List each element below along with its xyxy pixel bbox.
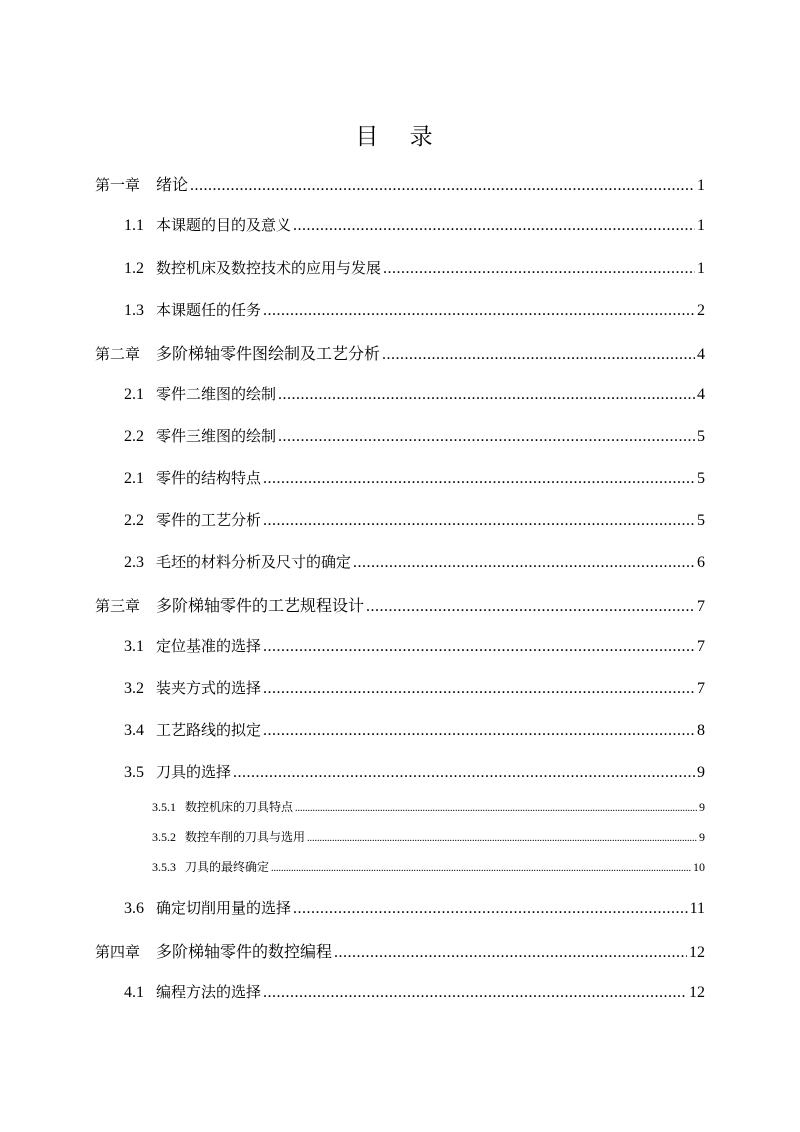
toc-entry-number: 4.1	[124, 984, 144, 1001]
toc-leader-dots	[278, 386, 695, 404]
toc-leader-dots	[263, 984, 687, 1002]
toc-leader-dots	[278, 428, 695, 446]
toc-entry-title: 多阶梯轴零件图绘制及工艺分析	[156, 344, 381, 363]
toc-entry-page: 2	[697, 302, 705, 319]
toc-leader-dots	[263, 512, 695, 530]
toc-entry-page: 11	[689, 900, 705, 917]
toc-leader-dots	[334, 944, 687, 962]
toc-entry-title: 编程方法的选择	[156, 983, 262, 1001]
toc-entry-title: 数控机床及数控技术的应用与发展	[156, 259, 382, 277]
toc-entry[interactable]	[152, 798, 705, 815]
toc-entry[interactable]	[95, 593, 705, 616]
toc-entry-title: 刀具的最终确定	[185, 860, 270, 874]
toc-entry-title: 多阶梯轴零件的数控编程	[156, 942, 333, 961]
toc-entry-title: 零件二维图的绘制	[156, 385, 277, 403]
toc-entry-page: 5	[697, 470, 705, 487]
toc-entry-title: 零件的工艺分析	[156, 511, 262, 529]
toc-entry-title: 装夹方式的选择	[156, 679, 262, 697]
toc-entry-page: 5	[697, 428, 705, 445]
toc-entry[interactable]	[95, 939, 705, 962]
toc-entry-title: 确定切削用量的选择	[156, 899, 292, 917]
toc-entry-number: 1.3	[124, 302, 144, 319]
toc-entry-page: 6	[697, 554, 705, 571]
toc-leader-dots	[366, 598, 695, 616]
toc-entry-number: 2.3	[124, 554, 144, 571]
toc-entry[interactable]	[124, 425, 705, 446]
toc-entry[interactable]	[95, 172, 705, 195]
toc-entry[interactable]	[124, 467, 705, 488]
toc-entry-number: 2.2	[124, 512, 144, 529]
toc-entry-title: 刀具的选择	[156, 763, 232, 781]
toc-entry-title: 毛坯的材料分析及尺寸的确定	[156, 553, 352, 571]
toc-entry-number: 3.1	[124, 638, 144, 655]
toc-entry-page: 7	[697, 598, 705, 615]
toc-entry-title: 数控车削的刀具与选用	[185, 830, 306, 844]
toc-entry-title: 绪论	[156, 175, 189, 194]
toc-entry-title: 工艺路线的拟定	[156, 721, 262, 739]
toc-leader-dots	[263, 722, 695, 740]
toc-leader-dots	[383, 260, 695, 278]
toc-entry-number: 第一章	[95, 176, 141, 194]
toc-entry-number: 2.1	[124, 386, 144, 403]
toc-entry-page: 10	[693, 860, 705, 874]
toc-entry-number: 1.2	[124, 260, 144, 277]
toc-entry-title: 定位基准的选择	[156, 637, 262, 655]
toc-entry-page: 4	[697, 346, 705, 363]
toc-entry-page: 4	[697, 386, 705, 403]
toc-entry-page: 12	[689, 944, 705, 961]
toc-entry-title: 多阶梯轴零件的工艺规程设计	[156, 596, 365, 615]
toc-leader-dots	[353, 554, 695, 572]
toc-entry-page: 7	[697, 680, 705, 697]
toc-leader-dots	[293, 900, 688, 918]
toc-entry-page: 9	[697, 764, 705, 781]
toc-leader-dots	[307, 833, 697, 844]
toc-entry-number: 第三章	[95, 597, 141, 615]
toc-entry-page: 7	[697, 638, 705, 655]
toc-entry[interactable]	[124, 383, 705, 404]
toc-leader-dots	[263, 302, 695, 320]
toc-entry[interactable]	[152, 858, 705, 875]
toc-leader-dots	[271, 863, 691, 874]
toc-leader-dots	[190, 177, 695, 195]
toc-leader-dots	[263, 638, 695, 656]
toc-entry-number: 3.5	[124, 764, 144, 781]
toc-entry[interactable]	[124, 981, 705, 1002]
toc-entry[interactable]	[124, 299, 705, 320]
toc-entry-number: 3.6	[124, 900, 144, 917]
toc-entry-title: 数控机床的刀具特点	[185, 800, 294, 814]
toc-entry-title: 本课题的目的及意义	[156, 216, 292, 234]
toc-entry-page: 9	[699, 830, 705, 844]
toc-entry[interactable]	[124, 719, 705, 740]
toc-entry-title: 零件三维图的绘制	[156, 427, 277, 445]
toc-entry[interactable]	[95, 341, 705, 364]
toc-entry[interactable]	[152, 828, 705, 845]
toc-entry-number: 3.4	[124, 722, 144, 739]
toc-entry[interactable]	[124, 635, 705, 656]
toc-leader-dots	[382, 346, 695, 364]
toc-entry-number: 2.1	[124, 470, 144, 487]
toc-entry[interactable]	[124, 257, 705, 278]
toc-entry[interactable]	[124, 677, 705, 698]
toc-entry-title: 零件的结构特点	[156, 469, 262, 487]
toc-leader-dots	[293, 217, 695, 235]
toc-entry-number: 3.5.2	[152, 830, 176, 844]
toc-entry-page: 5	[697, 512, 705, 529]
toc-leader-dots	[263, 470, 695, 488]
toc-entry-number: 3.5.3	[152, 860, 176, 874]
toc-entry-title: 本课题任的任务	[156, 301, 262, 319]
toc-entry-number: 1.1	[124, 217, 144, 234]
toc-entry-page: 9	[699, 800, 705, 814]
page-title: 目 录	[355, 124, 445, 150]
toc-entry[interactable]	[124, 897, 705, 918]
toc-entry-number: 3.5.1	[152, 800, 176, 814]
toc-entry-page: 1	[697, 217, 705, 234]
toc-leader-dots	[295, 803, 697, 814]
toc-entry-page: 1	[697, 177, 705, 194]
toc-leader-dots	[263, 680, 695, 698]
toc-entry-number: 2.2	[124, 428, 144, 445]
toc-entry-page: 1	[697, 260, 705, 277]
toc-entry-number: 第二章	[95, 345, 141, 363]
toc-entry-page: 12	[689, 984, 705, 1001]
toc-entry[interactable]	[124, 551, 705, 572]
toc-entry-number: 3.2	[124, 680, 144, 697]
toc-leader-dots	[233, 764, 695, 782]
toc-entry-number: 第四章	[95, 943, 141, 961]
toc-entry[interactable]	[124, 214, 705, 235]
toc-entry[interactable]	[124, 509, 705, 530]
toc-entry-page: 8	[697, 722, 705, 739]
toc-entry[interactable]	[124, 761, 705, 782]
